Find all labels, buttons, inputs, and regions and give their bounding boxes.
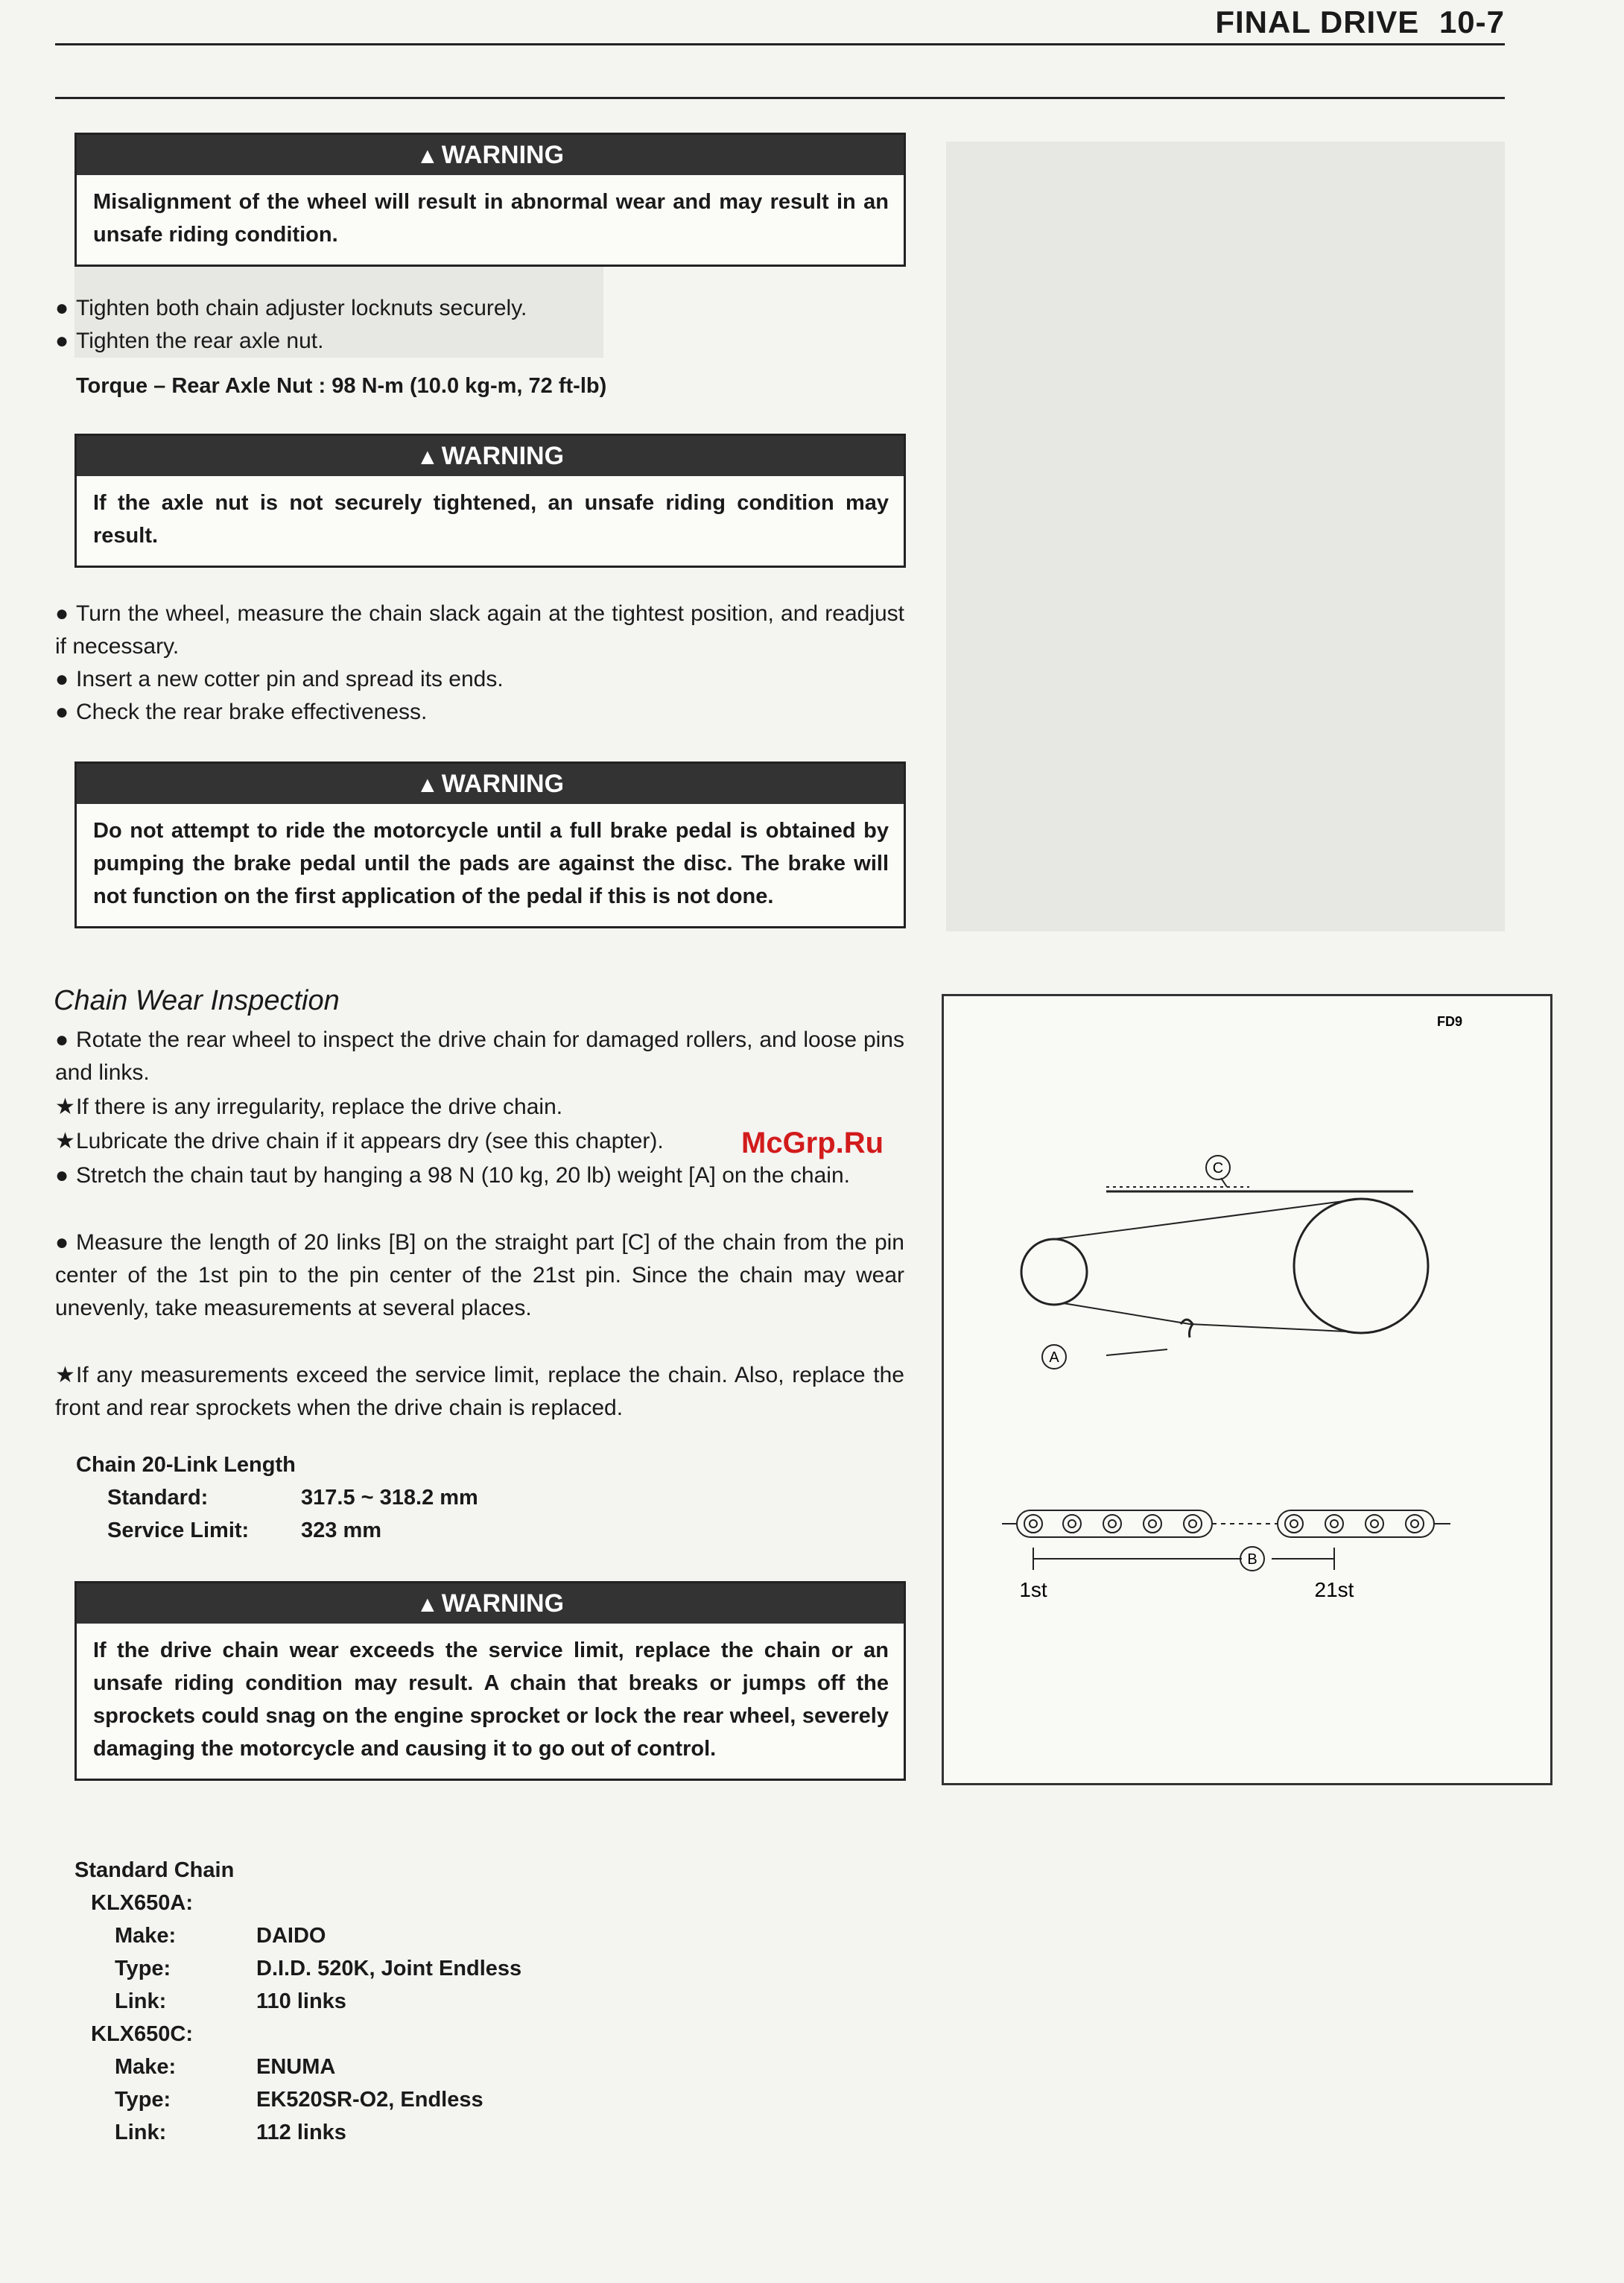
type-value: D.I.D. 520K, Joint Endless <box>256 1957 522 1980</box>
warning-header: ▲ WARNING <box>77 135 904 175</box>
step-check-brake: ● Check the rear brake effectiveness. <box>55 696 427 729</box>
header-page-number: 10-7 <box>1439 4 1505 39</box>
chain-wear-figure <box>942 994 1552 1785</box>
step-measure-links: ● Measure the length of 20 links [B] on the straight part [C] of the chain from the pin center of the 1st pin to the pin center of the 21st pin. Since the chain may wear unevenly, take measurements at several places. <box>55 1226 904 1325</box>
warning-header: ▲ WARNING <box>77 764 904 804</box>
warning-box-4 <box>74 1581 906 1781</box>
warning-triangle-icon: ▲ <box>416 773 439 797</box>
rear-sprocket <box>1294 1199 1428 1333</box>
header-rule-bottom <box>55 97 1505 99</box>
bullet-icon: ● <box>55 601 69 626</box>
warning-box-2 <box>74 434 906 568</box>
service-limit-value: 323 mm <box>301 1519 382 1542</box>
make-value: ENUMA <box>256 2055 336 2079</box>
bullet-icon: ● <box>55 1163 69 1188</box>
model-name: KLX650A: <box>91 1891 193 1915</box>
watermark: McGrp.Ru <box>741 1127 884 1159</box>
step-rotate-wheel: ● Rotate the rear wheel to inspect the drive chain for damaged rollers, and loose pins and links. <box>55 1024 904 1089</box>
standard-label: Standard: <box>107 1486 209 1510</box>
step-stretch-chain: ● Stretch the chain taut by hanging a 98 N (10 kg, 20 lb) weight [A] on the chain. <box>55 1159 904 1192</box>
callout-c-label: C <box>1212 1160 1224 1177</box>
chain-lower-run-front <box>1063 1303 1190 1324</box>
callout-a-label: A <box>1049 1349 1059 1366</box>
chain-length-spec <box>76 1448 478 1547</box>
chain-length-title: Chain 20-Link Length <box>76 1453 296 1477</box>
page-header <box>1215 4 1505 40</box>
chain-lower-run-rear <box>1190 1324 1346 1332</box>
chain-diagram <box>944 996 1550 1783</box>
standard-chain-title: Standard Chain <box>74 1858 235 1882</box>
warning-text: If the drive chain wear exceeds the service limit, replace the chain or an unsafe riding condition may result. A chain that breaks or jumps off the sprockets could snag on the engine sprocket or lock the rear wheel, severely damaging the motorcycle and causing it to go out of control. <box>93 1638 889 1761</box>
model-name: KLX650C: <box>91 2022 193 2046</box>
bullet-icon: ● <box>55 1027 69 1052</box>
bullet-icon: ● <box>55 667 69 691</box>
warning-triangle-icon: ▲ <box>416 1592 439 1617</box>
link-value: 110 links <box>256 1989 346 2013</box>
bullet-icon: ● <box>55 1230 69 1255</box>
front-sprocket <box>1021 1239 1087 1305</box>
chain-links-detail <box>1002 1510 1450 1570</box>
standard-chain-spec <box>74 1854 521 2149</box>
star-icon: ★ <box>55 1129 75 1153</box>
straight-part-c <box>1106 1156 1413 1191</box>
warning-text: Do not attempt to ride the motorcycle until a full brake pedal is obtained by pumping the brake pedal until the pads are against the disc. The brake will not function on the first application of the pedal if this is not done. <box>93 819 889 908</box>
warning-header: ▲ WARNING <box>77 436 904 476</box>
bullet-icon: ● <box>55 329 69 353</box>
bullet-icon: ● <box>55 296 69 320</box>
callout-b-label: B <box>1247 1551 1257 1568</box>
step-lubricate: ★Lubricate the drive chain if it appears dry (see this chapter). <box>55 1125 664 1158</box>
model-klx650c: KLX650C: Make: ENUMA Type: EK520SR-O2, Endless Link: 112 links <box>74 2018 521 2149</box>
torque-spec: Torque – Rear Axle Nut : 98 N-m (10.0 kg-m, 72 ft-lb) <box>76 374 607 398</box>
warning-header: ▲ WARNING <box>77 1583 904 1624</box>
header-rule-top <box>55 43 1505 45</box>
link-value: 112 links <box>256 2121 346 2144</box>
figure-code: FD9 <box>1437 1014 1463 1029</box>
type-value: EK520SR-O2, Endless <box>256 2088 483 2112</box>
last-pin-label: 21st <box>1314 1578 1354 1601</box>
model-klx650a: KLX650A: Make: DAIDO Type: D.I.D. 520K, Joint Endless Link: 110 links <box>74 1887 521 2018</box>
step-cotter-pin: ● Insert a new cotter pin and spread its ends. <box>55 663 504 696</box>
make-value: DAIDO <box>256 1924 326 1948</box>
bullet-icon: ● <box>55 700 69 724</box>
service-limit-label: Service Limit: <box>107 1519 250 1542</box>
step-tighten-axle-nut: ● Tighten the rear axle nut. <box>55 325 323 358</box>
bleed-through-right <box>946 142 1505 931</box>
standard-value: 317.5 ~ 318.2 mm <box>301 1486 478 1510</box>
step-service-limit: ★If any measurements exceed the service limit, replace the chain. Also, replace the front and rear sprockets when the drive chain is replaced. <box>55 1359 904 1425</box>
step-measure-slack: ● Turn the wheel, measure the chain slack again at the tightest position, and readjust if necessary. <box>55 598 904 663</box>
warning-triangle-icon: ▲ <box>416 445 439 469</box>
warning-box-1 <box>74 133 906 267</box>
weight-a <box>1042 1320 1193 1369</box>
section-title: Chain Wear Inspection <box>54 985 340 1016</box>
star-icon: ★ <box>55 1095 75 1119</box>
warning-box-3 <box>74 761 906 928</box>
first-pin-label: 1st <box>1019 1578 1047 1601</box>
warning-triangle-icon: ▲ <box>416 144 439 168</box>
step-tighten-locknuts: ● Tighten both chain adjuster locknuts securely. <box>55 292 527 325</box>
header-section: FINAL DRIVE <box>1215 4 1420 39</box>
star-icon: ★ <box>55 1363 75 1387</box>
warning-text: If the axle nut is not securely tightened, an unsafe riding condition may result. <box>93 491 889 548</box>
warning-text: Misalignment of the wheel will result in abnormal wear and may result in an unsafe riding condition. <box>93 190 889 247</box>
chain-upper-run <box>1054 1199 1361 1239</box>
step-replace-irregular: ★If there is any irregularity, replace the drive chain. <box>55 1091 562 1124</box>
